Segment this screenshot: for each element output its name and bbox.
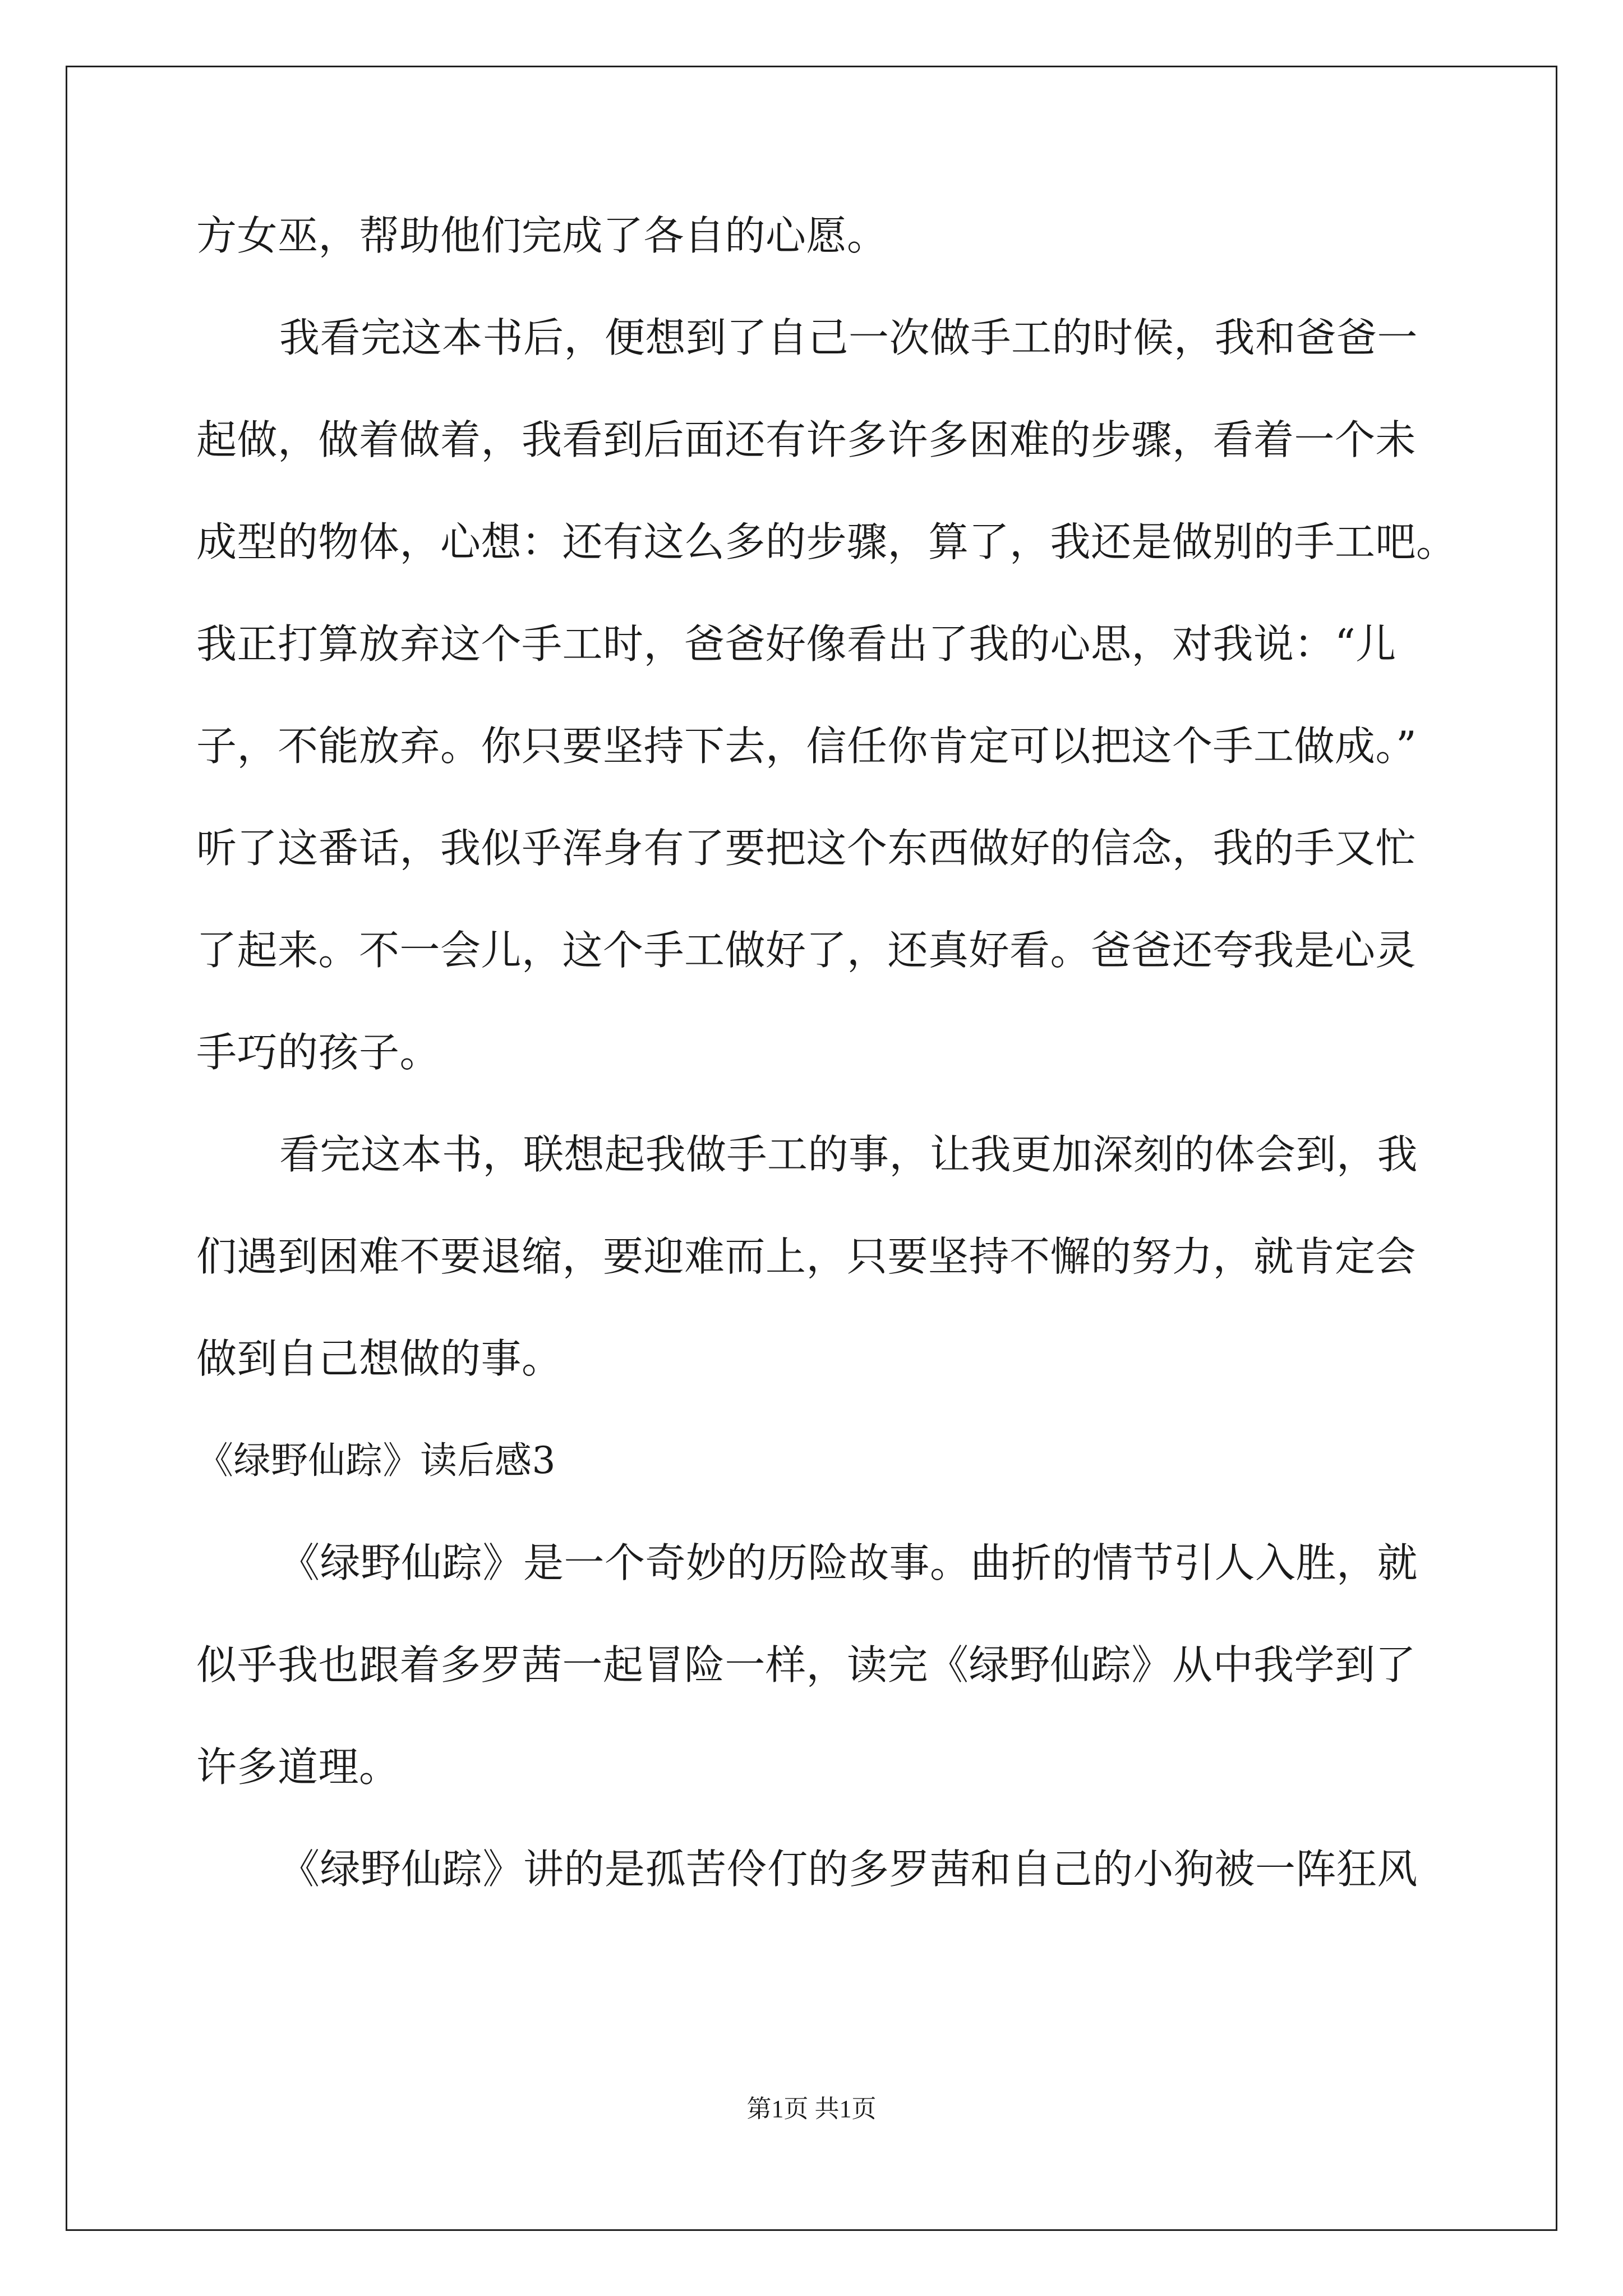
paragraph-line: 《绿野仙踪》是一个奇妙的历险故事。曲折的情节引人入胜，就: [279, 1539, 1418, 1586]
paragraph-line: 我正打算放弃这个手工时，爸爸好像看出了我的心思，对我说：“儿: [196, 620, 1396, 668]
paragraph-line: 方女巫，帮助他们完成了各自的心愿。: [196, 212, 888, 259]
paragraph-line: 许多道理。: [196, 1743, 400, 1791]
paragraph-line: 看完这本书，联想起我做手工的事，让我更加深刻的体会到，我: [279, 1131, 1418, 1178]
paragraph-line: 《绿野仙踪》讲的是孤苦伶仃的多罗茜和自己的小狗被一阵狂风: [279, 1846, 1418, 1893]
paragraph-line: 做到自己想做的事。: [196, 1335, 562, 1382]
section-heading: 《绿野仙踪》读后感3: [196, 1439, 556, 1482]
paragraph-line: 听了这番话，我似乎浑身有了要把这个东西做好的信念，我的手又忙: [196, 825, 1417, 872]
paragraph-line: 似乎我也跟着多罗茜一起冒险一样，读完《绿野仙踪》从中我学到了: [196, 1641, 1417, 1688]
document-body: [196, 208, 1457, 1943]
page-footer: 第1页 共1页: [746, 2095, 877, 2123]
paragraph-line: 子，不能放弃。你只要坚持下去，信任你肯定可以把这个手工做成。”: [196, 723, 1417, 770]
paragraph-line: 了起来。不一会儿，这个手工做好了，还真好看。爸爸还夸我是心灵: [196, 927, 1417, 974]
paragraph-line: 起做，做着做着，我看到后面还有许多许多困难的步骤，看着一个未: [196, 416, 1417, 463]
paragraph-line: 们遇到困难不要退缩，要迎难而上，只要坚持不懈的努力，就肯定会: [196, 1233, 1417, 1280]
paragraph-line: 手巧的孩子。: [196, 1029, 441, 1076]
paragraph-line: 成型的物体，心想：还有这么多的步骤，算了，我还是做别的手工吧。: [196, 518, 1457, 565]
paragraph-line: 我看完这本书后，便想到了自己一次做手工的时候，我和爸爸一: [279, 314, 1418, 361]
